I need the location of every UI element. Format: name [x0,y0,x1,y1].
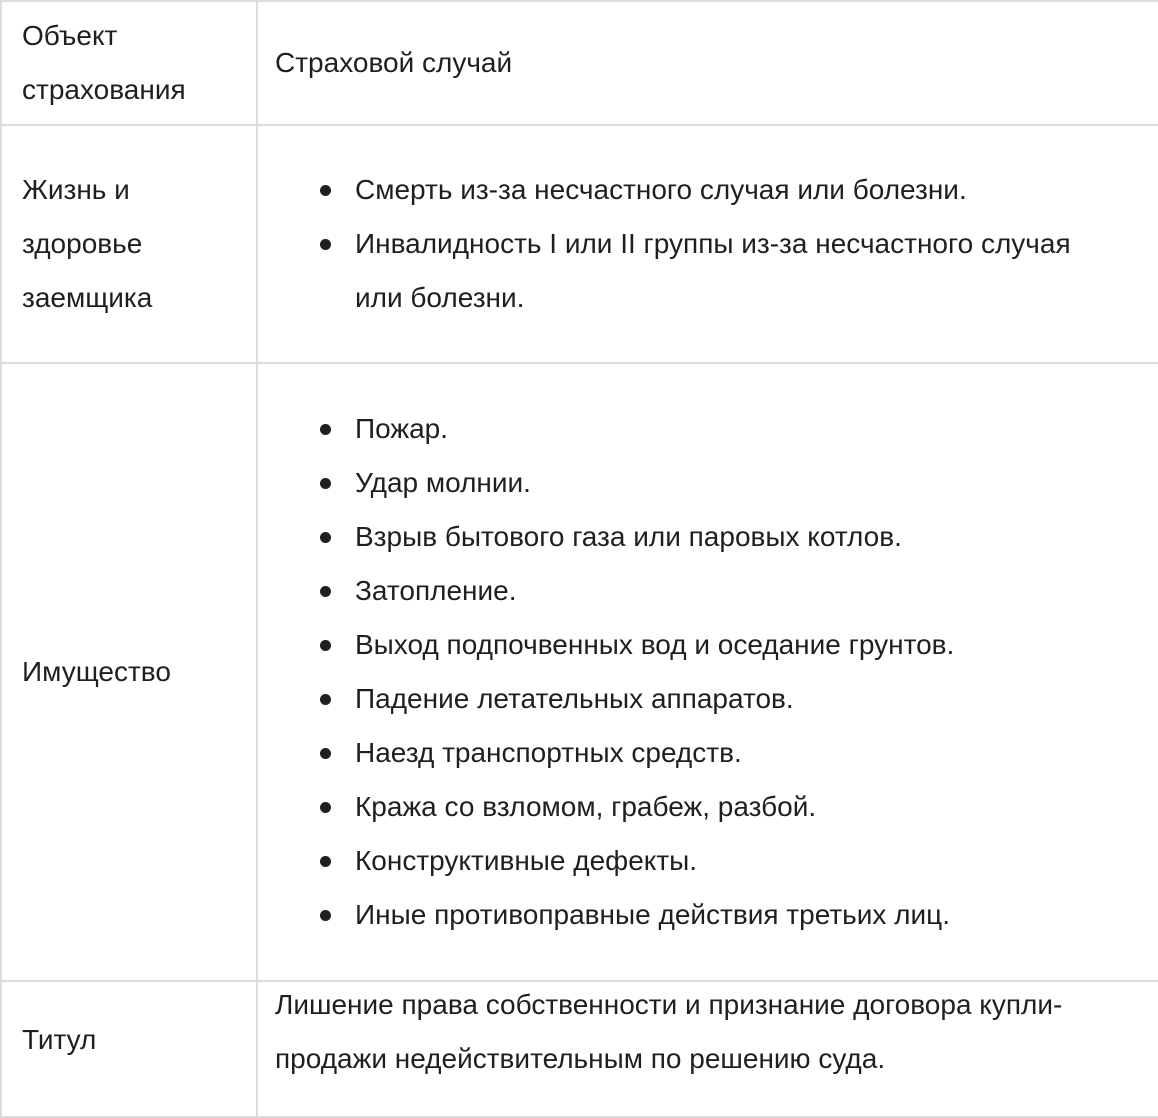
list-item [355,672,1158,726]
list-item [355,564,1158,618]
event-text: Взрыв бытового газа или паровых котлов. [355,521,902,552]
event-text: Смерть из-за несчастного случая или болезни. [355,174,967,205]
event-text: Падение летательных аппаратов. [355,683,794,714]
list-item [355,163,1158,217]
event-text: Инвалидность I или II группы из-за несчастного случая или болезни. [355,228,1071,313]
event-text: Затопление. [355,575,517,606]
bullet-icon [320,532,331,543]
bullet-icon [320,910,331,921]
event-cell [257,363,1158,981]
list-item [355,510,1158,564]
object-cell [1,981,257,1117]
table-row [1,125,1158,363]
event-text: Иные противоправные действия третьих лиц. [355,899,950,930]
event-text: Конструктивные дефекты. [355,845,698,876]
list-item [355,217,1095,325]
event-text: Удар молнии. [355,467,531,498]
table-row [1,363,1158,981]
header-event-label: Страховой случай [275,47,513,78]
event-list [275,402,1158,942]
table-row [1,981,1158,1117]
bullet-icon [320,694,331,705]
bullet-icon [320,748,331,759]
list-item [355,888,1158,942]
header-object-cell [1,1,257,125]
list-item [355,456,1158,510]
list-item [355,834,1158,888]
list-item [355,402,1158,456]
bullet-icon [320,586,331,597]
table-header-row [1,1,1158,125]
event-cell [257,977,1158,1113]
object-label: Титул [22,1024,97,1055]
event-list [275,163,1158,325]
event-text: Пожар. [355,413,449,444]
event-text: Кража со взломом, грабеж, разбой. [355,791,817,822]
list-item [355,618,1158,672]
event-text: Наезд транспортных средств. [355,737,742,768]
header-event-cell [257,1,1158,125]
object-cell [1,363,257,981]
event-cell [257,125,1158,363]
object-label: Имущество [22,656,171,687]
bullet-icon [320,640,331,651]
object-cell [1,125,257,363]
bullet-icon [320,424,331,435]
bullet-icon [320,239,331,250]
header-object-label: Объект страхования [22,20,186,105]
object-label: Жизнь и здоровье заемщика [22,174,153,313]
list-item [355,780,1158,834]
event-text: Выход подпочвенных вод и оседание грунтов. [355,629,955,660]
bullet-icon [320,478,331,489]
list-item [355,726,1158,780]
event-text: Лишение права собственности и признание договора купли-продажи недействительным по решению суда. [275,989,1063,1074]
bullet-icon [320,856,331,867]
bullet-icon [320,185,331,196]
bullet-icon [320,802,331,813]
